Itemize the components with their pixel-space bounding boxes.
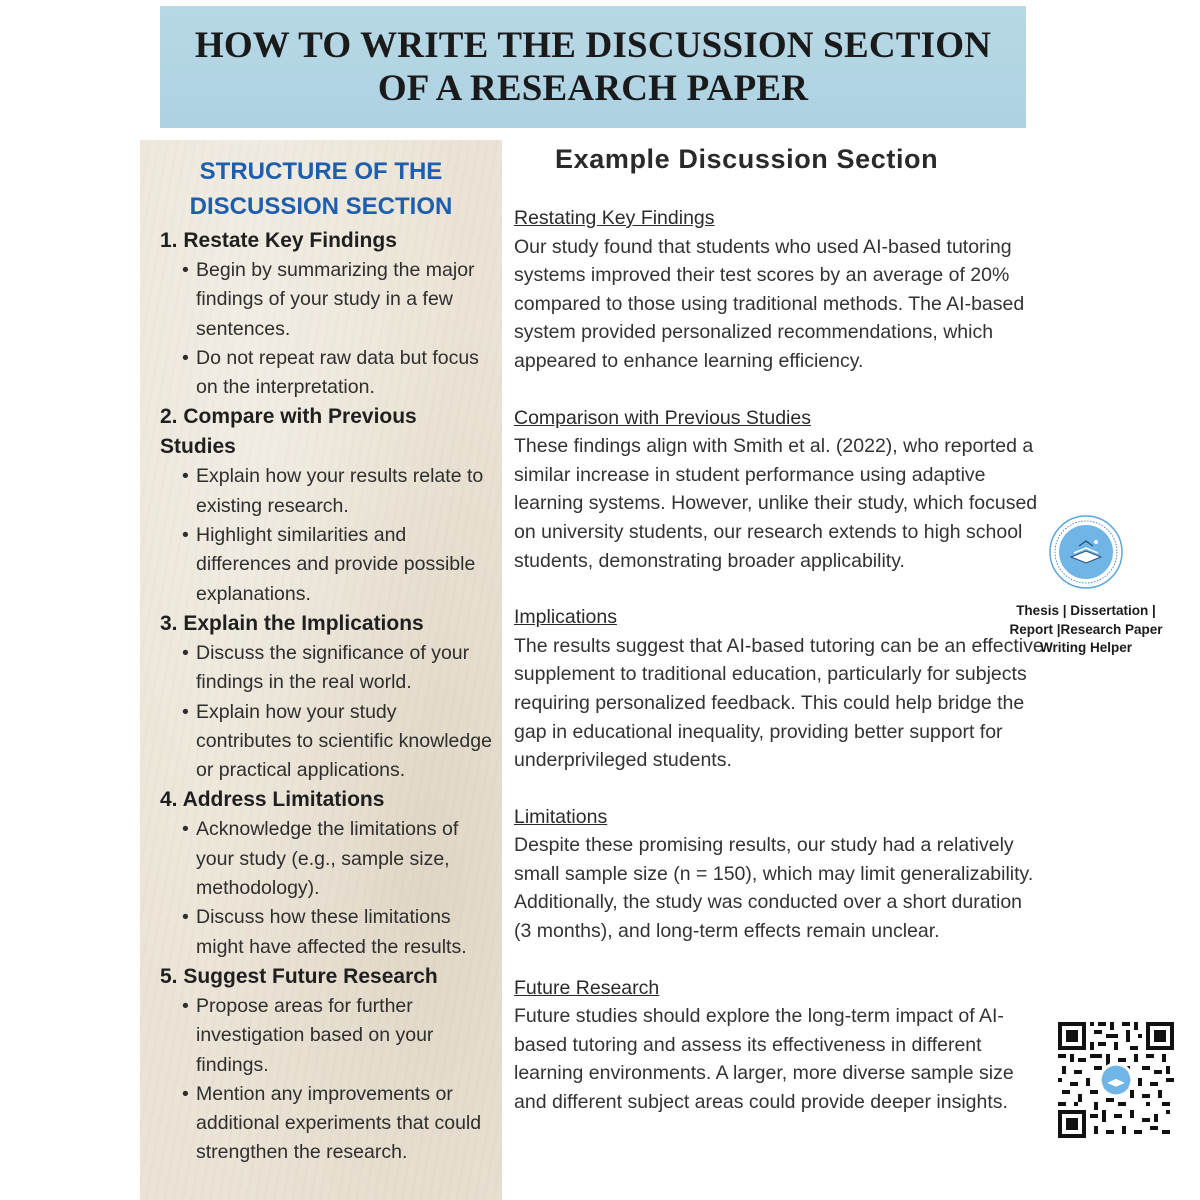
example-section-title: Comparison with Previous Studies <box>514 406 811 429</box>
step-bullet <box>160 903 494 962</box>
step-title: 2. Compare with Previous Studies <box>160 405 417 459</box>
bullet-marker: • <box>182 700 189 723</box>
example-section-text: The results suggest that AI-based tutoring can be an effective supplement to traditional education, particularly for subjects requiring personalized feedback. This could help bridge the gap in educational inequality, providing better support for underprivileged students. <box>514 634 1044 772</box>
bullet-text: Discuss how these limitations might have affected the results. <box>196 906 467 958</box>
step-title: 5. Suggest Future Research <box>160 964 438 988</box>
bullet-text: Explain how your results relate to existing research. <box>196 465 484 517</box>
bullet-text: Explain how your study contributes to scientific knowledge or practical applications. <box>196 700 492 782</box>
bullet-text: Propose areas for further investigation based on your findings. <box>196 994 434 1076</box>
step-bullet <box>160 815 494 903</box>
book-badge-icon <box>1049 515 1123 589</box>
bullet-text: Acknowledge the limitations of your study (e.g., sample size, methodology). <box>196 818 459 900</box>
bullet-marker: • <box>182 346 189 369</box>
bullet-text: Mention any improvements or additional experiments that could strengthen the research. <box>196 1082 482 1164</box>
example-section-text: Our study found that students who used AI-based tutoring systems improved their test scores by an average of 20% compared to those using traditional methods. The AI-based system provided personalized recommendations, which appeared to enhance learning efficiency. <box>514 235 1025 372</box>
bullet-marker: • <box>182 818 189 841</box>
bullet-marker: • <box>182 465 189 488</box>
step-bullet <box>160 1080 494 1168</box>
step-title: 1. Restate Key Findings <box>160 229 397 252</box>
step-title: 4. Address Limitations <box>160 788 385 812</box>
example-section-title: Implications <box>514 606 617 629</box>
bullet-text: Highlight similarities and differences and provide possible explanations. <box>196 524 476 605</box>
example-section-title: Future Research <box>514 976 660 999</box>
step-bullet <box>160 344 494 403</box>
step-address-limitations <box>160 785 494 961</box>
step-compare-previous-studies <box>160 402 494 608</box>
brand-text-line-2: Report |Research Paper <box>1009 621 1163 637</box>
structure-heading <box>140 154 502 224</box>
bullet-marker: • <box>182 994 189 1017</box>
step-bullet <box>160 256 494 344</box>
example-section-implications <box>514 603 1044 775</box>
bullet-text: Do not repeat raw data but focus on the interpretation. <box>196 346 479 399</box>
step-title: 3. Explain the Implications <box>160 611 424 635</box>
example-section-restating <box>514 204 1044 376</box>
example-section-text: Future studies should explore the long-term impact of AI-based tutoring and assess its effectiveness in different learning environments. A larger, more diverse sample size and different subject areas could provide deeper insights. <box>514 1005 1014 1114</box>
bullet-marker: • <box>182 641 189 664</box>
example-section-title: Restating Key Findings <box>514 207 715 229</box>
step-bullet <box>160 992 494 1080</box>
bullet-marker: • <box>182 1082 189 1105</box>
example-section-comparison <box>514 404 1044 576</box>
example-heading: Example Discussion Section <box>555 144 939 174</box>
page-title-line-2: OF A RESEARCH PAPER <box>377 68 809 109</box>
step-bullet <box>160 639 494 698</box>
bullet-marker: • <box>182 259 189 281</box>
title-banner <box>160 6 1026 128</box>
bullet-text: Discuss the significance of your findings in the real world. <box>196 641 470 694</box>
step-explain-implications <box>160 609 494 785</box>
step-bullet <box>160 698 494 786</box>
brand-text-line-1: Thesis | Dissertation | <box>1016 603 1156 618</box>
step-bullet <box>160 462 494 521</box>
bullet-marker: • <box>182 906 189 929</box>
brand-text-line-3: Writing Helper <box>1039 640 1132 655</box>
bullet-text: Begin by summarizing the major findings of your study in a few sentences. <box>196 259 475 340</box>
structure-heading-line-2: DISCUSSION SECTION <box>189 193 453 220</box>
example-section-future-research <box>514 974 1044 1117</box>
example-section-text: Despite these promising results, our study had a relatively small sample size (n = 150), which may limit generalizability. Additionally, the study was conducted over a short duration (3 months), and long-term effects remain unclear. <box>514 834 1034 943</box>
step-suggest-future-research <box>160 962 494 1168</box>
structure-heading-line-1: STRUCTURE OF THE <box>199 158 443 185</box>
example-section-title: Limitations <box>514 805 608 828</box>
example-section-text: These findings align with Smith et al. (2022), who reported a similar increase in student performance using adaptive learning systems. However, unlike their study, which focused on university students, our research extends to high school students, demonstrating broader applicability. <box>514 435 1038 572</box>
example-body <box>514 204 1044 1145</box>
bullet-marker: • <box>182 524 189 547</box>
structure-step-list <box>160 226 494 1168</box>
structure-panel <box>140 140 502 1200</box>
step-restate-key-findings <box>160 226 494 402</box>
example-section-limitations <box>514 803 1044 946</box>
step-bullet <box>160 521 494 609</box>
qr-code-icon <box>1058 1022 1174 1138</box>
brand-text <box>996 602 1176 658</box>
page-title-line-1: HOW TO WRITE THE DISCUSSION SECTION <box>194 25 992 66</box>
